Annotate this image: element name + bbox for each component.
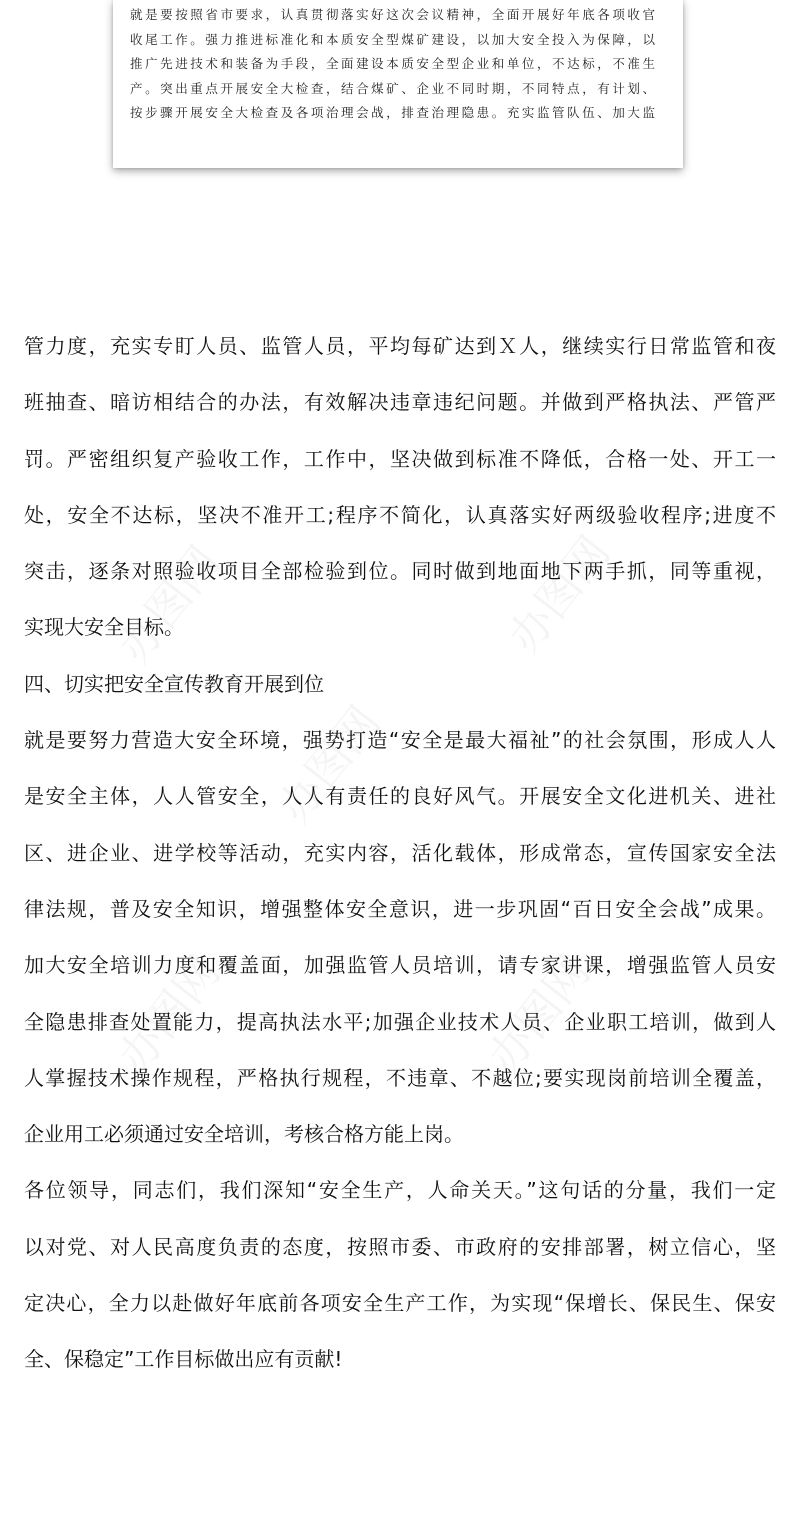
body-line: 班抽查、暗访相结合的办法，有效解决违章违纪问题。并做到严格执法、严管严 (24, 390, 776, 415)
body-line: 各位领导，同志们，我们深知“安全生产，人命关天。”这句话的分量，我们一定 (24, 1178, 776, 1203)
body-line: 人掌握技术操作规程，严格执行规程，不违章、不越位;要实现岗前培训全覆盖， (24, 1065, 776, 1090)
body-line: 以对党、对人民高度负责的态度，按照市委、市政府的安排部署，树立信心，坚 (24, 1234, 776, 1259)
body-line: 处，安全不达标，坚决不准开工;程序不简化，认真落实好两级验收程序;进度不 (24, 502, 776, 527)
preview-line: 推广先进技术和装备为手段，全面建设本质安全型企业和单位，不达标，不准生 (130, 56, 655, 71)
body-line: 突击，逐条对照验收项目全部检验到位。同时做到地面地下两手抓，同等重视， (24, 559, 776, 584)
document-body (24, 318, 776, 1388)
body-line: 管力度，充实专盯人员、监管人员，平均每矿达到Ｘ人，继续实行日常监管和夜 (24, 334, 776, 358)
preview-line: 收尾工作。强力推进标准化和本质安全型煤矿建设，以加大安全投入为保障，以 (130, 31, 655, 47)
section-heading: 四、切实把安全宣传教育开展到位 (24, 671, 324, 696)
body-line: 全、保稳定”工作目标做出应有贡献! (24, 1347, 343, 1372)
body-line: 区、进企业、进学校等活动，充实内容，活化载体，形成常态，宣传国家安全法 (24, 840, 776, 865)
body-line: 实现大安全目标。 (24, 615, 184, 640)
page-preview-card (113, 0, 683, 168)
body-line: 全隐患排查处置能力，提高执法水平;加强企业技术人员、企业职工培训，做到人 (24, 1009, 776, 1034)
preview-line: 按步骤开展安全大检查及各项治理会战，排查治理隐患。充实监管队伍、加大监 (130, 105, 655, 120)
body-line: 就是要努力营造大安全环境，强势打造“安全是最大福祉”的社会氛围，形成人人 (24, 728, 776, 753)
body-line: 加大安全培训力度和覆盖面，加强监管人员培训，请专家讲课，增强监管人员安 (24, 953, 776, 978)
body-line: 罚。严密组织复产验收工作，工作中，坚决做到标准不降低，合格一处、开工一 (24, 446, 776, 471)
body-line: 律法规，普及安全知识，增强整体安全意识，进一步巩固“百日安全会战”成果。 (24, 896, 776, 921)
body-line: 是安全主体，人人管安全，人人有责任的良好风气。开展安全文化进机关、进社 (24, 784, 776, 809)
preview-line: 就是要按照省市要求，认真贯彻落实好这次会议精神，全面开展好年底各项收官 (130, 7, 655, 22)
body-line: 企业用工必须通过安全培训，考核合格方能上岗。 (24, 1122, 464, 1147)
body-line: 定决心，全力以赴做好年底前各项安全生产工作，为实现“保增长、保民生、保安 (24, 1291, 776, 1316)
preview-line: 产。突出重点开展安全大检查，结合煤矿、企业不同时期，不同特点，有计划、 (130, 80, 655, 96)
